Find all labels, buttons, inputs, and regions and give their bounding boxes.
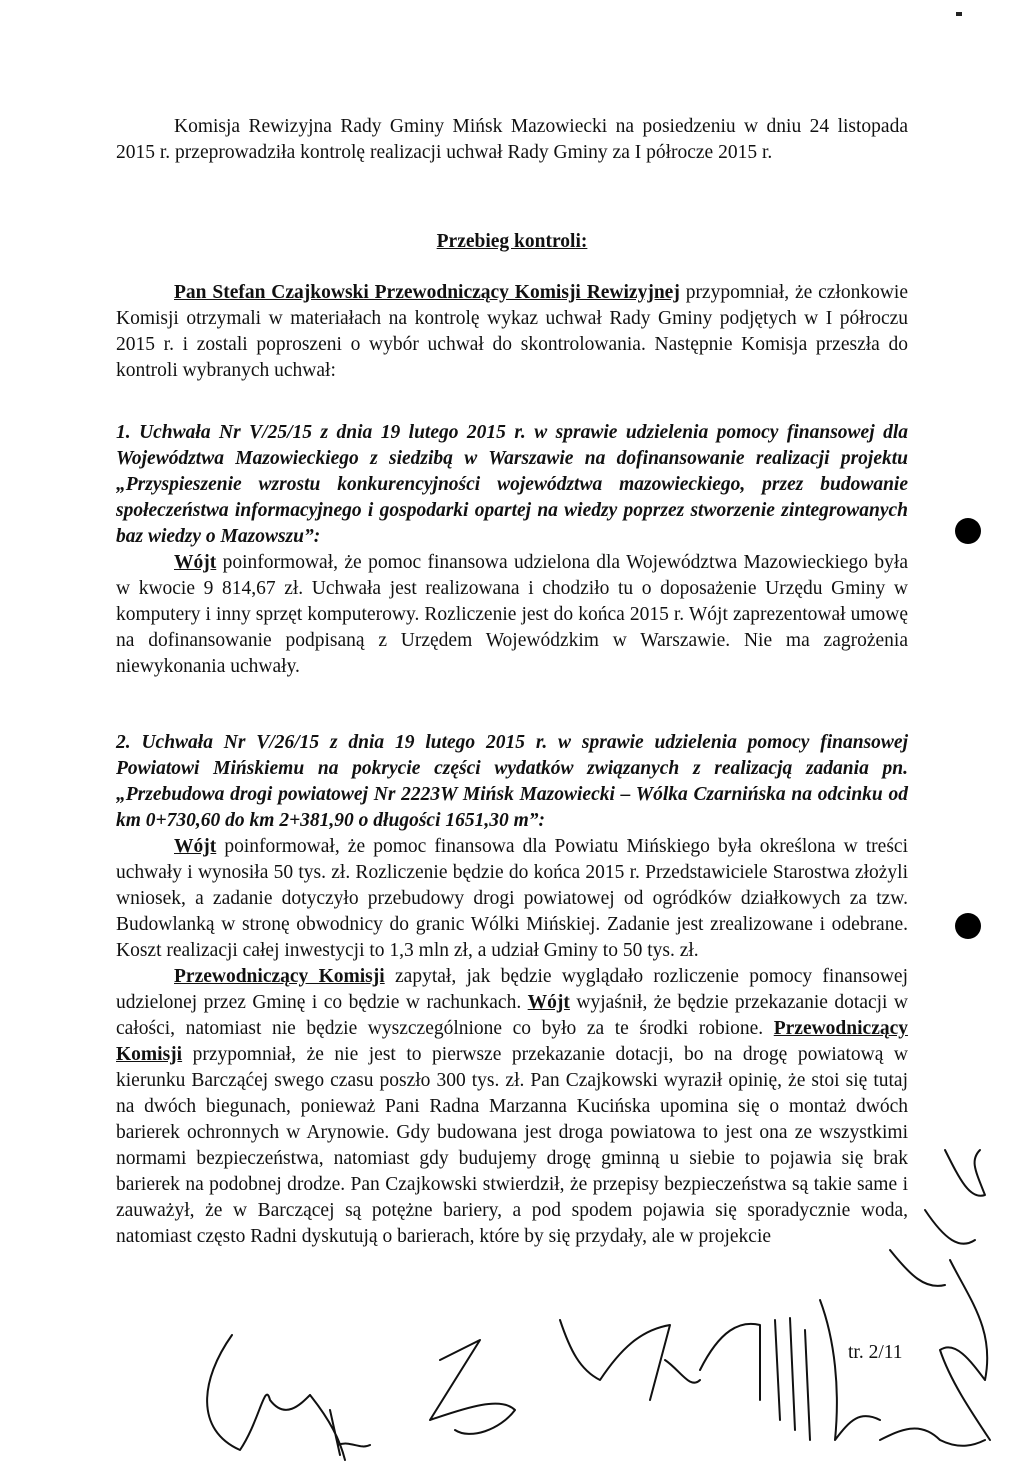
item2-discussion: Przewodniczący Komisji zapytał, jak będzie wyglądało rozliczenie pomocy finansowej udzielonej przez Gminę i co będzie w rachunkach. Wójt wyjaśnił, że będzie przekazanie dotacji w całości, natomiast nie będzie wyszczególnione co było za te środki robione. Przewodniczący Komisji przypomniał, że nie jest to pierwsze przekazanie dotacji, bo na drogę powiatową w kierunku Barcząćej swego czasu poszło 300 tys. zł. Pan Czajkowski wyraził opinię, że stoi się tutaj na dwóch biegunach, ponieważ Pani Radna Marzanna Kucińska upomina się o montaż dwóch barierek ochronnych w Arynowie. Gdy budowana jest droga powiatowa to jest ona ze wszystkimi normami bezpieczeństwa, natomiast gdy budujemy drogę gminną u siebie to pojawia się brak barierek na podobnej drodze. Pan Czajkowski stwierdził, że przepisy bezpieczeństwa są takie same i zauważył, że w Barczącej są potężne bariery, a pod spodem pojawia się sporadycznie woda, natomiast często Radni dyskutują o barierach, które by się przydały, ale w projekcie xyxy=(116,966,909,1247)
item2-speaker-wojt: Wójt xyxy=(527,992,570,1013)
intro-text: Komisja Rewizyjna Rady Gminy Mińsk Mazowiecki na posiedzeniu w dniu 24 listopada 2015 r. przeprowadziła kontrolę realizacji uchwał Rady Gminy za I półrocze 2015 r. xyxy=(116,116,908,163)
item2-speaker-chair-1: Przewodniczący Komisji xyxy=(174,966,385,987)
item1-title: 1. Uchwała Nr V/25/15 z dnia 19 lutego 2015 r. w sprawie udzielenia pomocy finansowej dla Województwa Mazowieckiego z siedzibą w Warszawie na dofinansowanie realizacji projektu „Przyspieszenie wzrostu konkurencyjności województwa mazowieckiego, przez budowanie społeczeństwa informacyjnego i gospodarki opartej na wiedzy poprzez stworzenie zintegrowanych baz wiedzy o Mazowszu”: xyxy=(116,422,908,547)
scan-speck xyxy=(956,12,962,16)
item1-text: poinformował, że pomoc finansowa udzielona dla Województwa Mazowieckiego była w kwocie 9 814,67 zł. Uchwała jest realizowana i chodziło tu o doposażenie Urzędu Gminy w komputery i inny sprzęt komputerowy. Rozliczenie jest do końca 2015 r. Wójt zaprezentował umowę na dofinansowanie podpisaną z Urzędem Wojewódzkim w Warszawie. Nie ma zagrożenia niewykonania uchwały. xyxy=(116,552,909,677)
item2-block xyxy=(116,730,908,1250)
page-number: tr. 2/11 xyxy=(848,1342,903,1363)
margin-dot-icon xyxy=(955,913,981,939)
item2-text: poinformował, że pomoc finansowa dla Powiatu Mińskiego była określona w treści uchwały i wynosiła 50 tys. zł. Rozliczenie będzie do końca 2015 r. Przedstawiciele Starostwa złożyli wniosek, a zadanie dotyczyło przebudowy drogi powiatowej od ogródków działkowych za tzw. Budowlanką w stronę obwodnicy do granic Wólki Mińskiej. Zadanie jest zrealizowane i odebrane. Koszt realizacji całej inwestycji to 1,3 mln zł, a udział Gminy to 50 tys. zł. xyxy=(116,836,908,961)
margin-dot-icon xyxy=(955,518,981,544)
item1-speaker: Wójt xyxy=(174,552,217,573)
item2-speaker-chair-2: Przewodniczący Komisji xyxy=(116,1018,909,1065)
section-heading: Przebieg kontroli: xyxy=(436,231,588,252)
section1-paragraph xyxy=(116,280,908,384)
item1-block xyxy=(116,420,908,680)
section1-speaker: Pan Stefan Czajkowski Przewodniczący Komisji Rewizyjnej xyxy=(174,282,680,303)
intro-paragraph xyxy=(116,114,908,166)
item2-speaker: Wójt xyxy=(174,836,217,857)
section1-text: przypomniał, że członkowie Komisji otrzymali w materiałach na kontrolę wykaz uchwał Rady Gminy podjętych w I półroczu 2015 r. i zostali poproszeni o wybór uchwał do skontrolowania. Następnie Komisja przeszła do kontroli wybranych uchwał: xyxy=(116,282,909,381)
item2-title: 2. Uchwała Nr V/26/15 z dnia 19 lutego 2015 r. w sprawie udzielenia pomocy finansowej Powiatowi Mińskiemu na pokrycie części wydatków związanych z realizacją zadania pn. „Przebudowa drogi powiatowej Nr 2223W Mińsk Mazowiecki – Wólka Czarnińska na odcinku od km 0+730,60 do km 2+381,90 o długości 1651,30 m”: xyxy=(116,732,908,831)
